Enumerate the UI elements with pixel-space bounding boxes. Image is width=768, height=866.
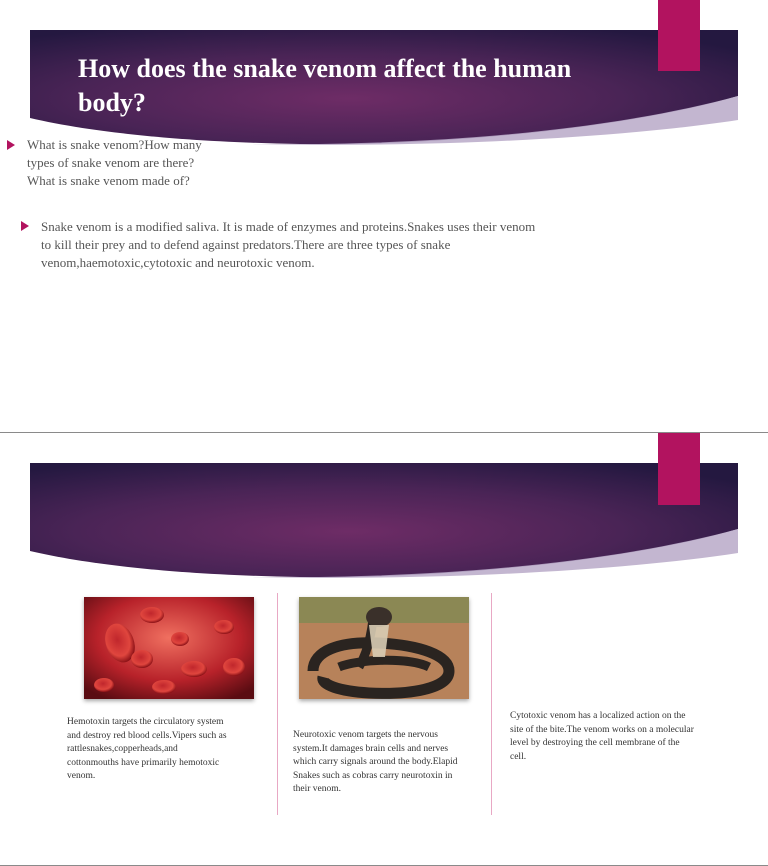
neurotoxin-text: Neurotoxic venom targets the nervous system.It damages brain cells and nerves which carry signals around the body.Elapid Snakes such as cobras carry neurotoxin in their venom. [293, 730, 458, 794]
bullet-question: What is snake venom?How many types of snake venom are there?What is snake venom made of? [27, 137, 202, 188]
accent-tab [658, 0, 700, 71]
column-divider [277, 593, 278, 815]
slide-2 [0, 433, 768, 866]
slide-1 [0, 0, 768, 432]
bullet-arrow-icon [7, 140, 15, 150]
cobra-image [299, 597, 469, 699]
hemotoxin-text: Hemotoxin targets the circulatory system and destroy red blood cells.Vipers such as rattlesnakes,copperheads,and cottonmouths have primarily hemotoxic venom. [67, 717, 227, 781]
slide-title: How does the snake venom affect the human body? [78, 54, 572, 117]
bullet-arrow-icon [21, 221, 29, 231]
column-divider [491, 593, 492, 815]
accent-tab [658, 433, 700, 505]
bullet-answer: Snake venom is a modified saliva. It is made of enzymes and proteins.Snakes uses their venom to kill their prey and to defend against predators.There are three types of snake venom,haemotoxic,cytotoxic and neurotoxic venom. [41, 219, 536, 270]
blood-cells-image [84, 597, 254, 699]
title-banner [0, 433, 768, 593]
cytotoxin-text: Cytotoxic venom has a localized action on the site of the bite.The venom works on a molecular level by destroying the cell membrane of the cell. [510, 711, 694, 762]
